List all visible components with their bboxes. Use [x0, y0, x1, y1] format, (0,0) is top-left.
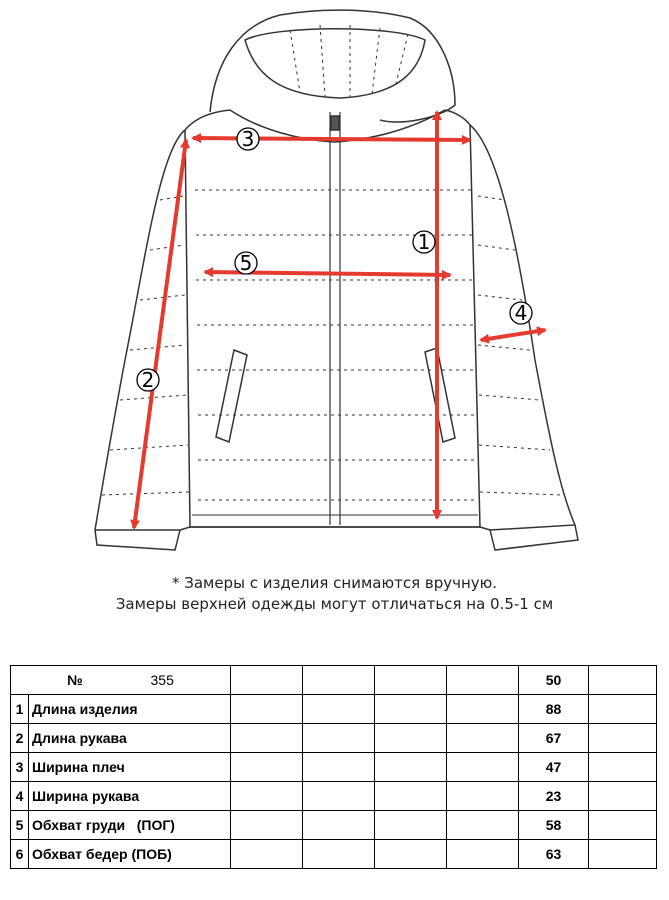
empty-cell	[589, 724, 657, 753]
empty-cell	[589, 666, 657, 695]
row-label: Длина изделия	[29, 695, 231, 724]
row-value: 58	[519, 811, 589, 840]
note-tolerance: Замеры верхней одежды могут отличаться на 0.5-1 см	[115, 595, 554, 613]
marker-3	[237, 127, 259, 151]
svg-text:5: 5	[239, 251, 253, 275]
row-value: 47	[519, 753, 589, 782]
row-value: 23	[519, 782, 589, 811]
empty-cell	[303, 753, 375, 782]
empty-cell	[447, 724, 519, 753]
table-row	[11, 782, 657, 811]
row-label: Ширина рукава	[29, 782, 231, 811]
empty-cell	[447, 695, 519, 724]
row-value: 63	[519, 840, 589, 869]
header-article: 355	[150, 672, 174, 688]
svg-text:1: 1	[417, 230, 431, 254]
empty-cell	[303, 695, 375, 724]
table-row	[11, 840, 657, 869]
empty-cell	[231, 782, 303, 811]
table-header-row	[11, 666, 657, 695]
row-num: 2	[11, 724, 29, 753]
empty-cell	[375, 666, 447, 695]
empty-cell	[231, 666, 303, 695]
row-num: 4	[11, 782, 29, 811]
svg-text:3: 3	[241, 127, 255, 151]
row-label: Ширина плеч	[29, 753, 231, 782]
header-label: №	[67, 672, 83, 688]
row-num: 6	[11, 840, 29, 869]
arrow-4-sleeve-width	[481, 330, 545, 340]
empty-cell	[231, 724, 303, 753]
empty-cell	[375, 782, 447, 811]
row-label: Обхват груди (ПОГ)	[29, 811, 231, 840]
empty-cell	[303, 782, 375, 811]
row-value: 88	[519, 695, 589, 724]
empty-cell	[375, 840, 447, 869]
empty-cell	[231, 811, 303, 840]
header-size: 50	[519, 666, 589, 695]
empty-cell	[303, 724, 375, 753]
table-row	[11, 695, 657, 724]
empty-cell	[589, 811, 657, 840]
row-num: 1	[11, 695, 29, 724]
empty-cell	[447, 811, 519, 840]
row-label: Длина рукава	[29, 724, 231, 753]
empty-cell	[231, 695, 303, 724]
marker-1	[413, 230, 435, 254]
note-manual-measurement: * Замеры с изделия снимаются вручную.	[171, 574, 498, 592]
empty-cell	[447, 666, 519, 695]
table-row	[11, 811, 657, 840]
empty-cell	[303, 811, 375, 840]
empty-cell	[589, 753, 657, 782]
empty-cell	[375, 724, 447, 753]
empty-cell	[447, 753, 519, 782]
empty-cell	[589, 782, 657, 811]
row-label: Обхват бедер (ПОБ)	[29, 840, 231, 869]
empty-cell	[375, 811, 447, 840]
table-row	[11, 724, 657, 753]
marker-2	[137, 368, 159, 392]
empty-cell	[375, 695, 447, 724]
empty-cell	[447, 782, 519, 811]
arrow-3-shoulders	[193, 138, 470, 140]
row-value: 67	[519, 724, 589, 753]
table-row	[11, 753, 657, 782]
row-num: 5	[11, 811, 29, 840]
marker-5	[235, 251, 257, 275]
size-table	[10, 665, 657, 869]
empty-cell	[589, 695, 657, 724]
arrow-2-sleeve	[134, 140, 186, 528]
empty-cell	[447, 840, 519, 869]
svg-text:2: 2	[141, 368, 155, 392]
empty-cell	[303, 840, 375, 869]
header-cell	[11, 666, 231, 695]
svg-text:4: 4	[514, 301, 528, 325]
empty-cell	[375, 753, 447, 782]
empty-cell	[589, 840, 657, 869]
empty-cell	[303, 666, 375, 695]
empty-cell	[231, 753, 303, 782]
marker-4	[510, 301, 532, 325]
row-num: 3	[11, 753, 29, 782]
empty-cell	[231, 840, 303, 869]
